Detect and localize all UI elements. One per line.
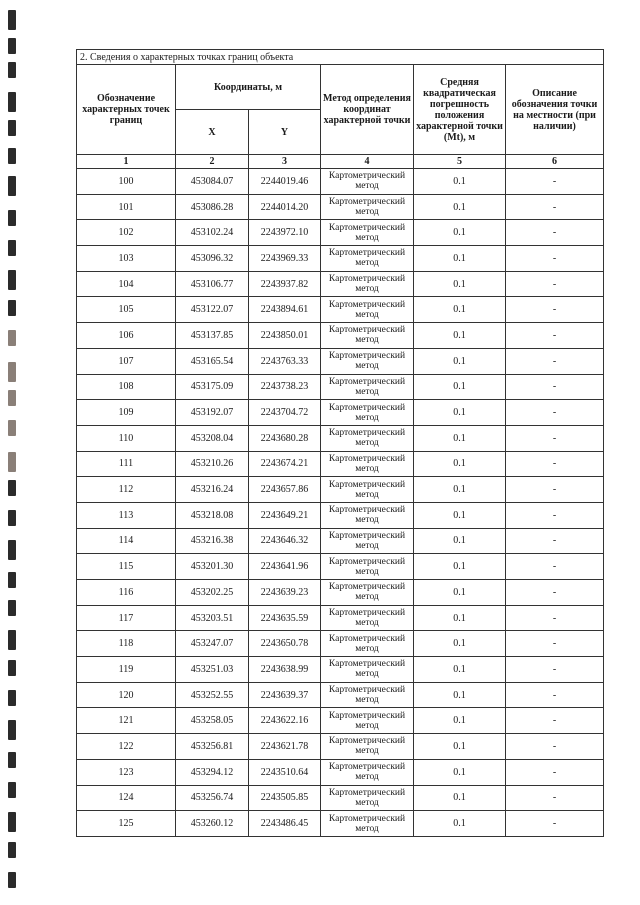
cell-description: -: [506, 477, 604, 503]
table-row: [77, 734, 604, 760]
cell-description: -: [506, 271, 604, 297]
cell-y: 2243639.37: [249, 682, 321, 708]
table-row: [77, 631, 604, 657]
cell-x: 453175.09: [176, 374, 249, 400]
cell-x: 453102.24: [176, 220, 249, 246]
binder-hole: [8, 690, 16, 706]
table-row: [77, 682, 604, 708]
cell-point: 123: [77, 759, 176, 785]
cell-method: Картометрический метод: [321, 580, 414, 606]
binder-hole: [8, 10, 16, 30]
cell-description: -: [506, 220, 604, 246]
cell-y: 2243635.59: [249, 605, 321, 631]
column-number: 4: [321, 155, 414, 169]
cell-point: 108: [77, 374, 176, 400]
caption-row: [77, 50, 604, 65]
cell-error: 0.1: [414, 554, 506, 580]
cell-y: 2243638.99: [249, 657, 321, 683]
cell-y: 2243505.85: [249, 785, 321, 811]
cell-x: 453122.07: [176, 297, 249, 323]
cell-y: 2243937.82: [249, 271, 321, 297]
cell-method: Картометрический метод: [321, 631, 414, 657]
cell-method: Картометрический метод: [321, 759, 414, 785]
cell-y: 2243510.64: [249, 759, 321, 785]
cell-description: -: [506, 708, 604, 734]
binder-hole: [8, 148, 16, 164]
binder-hole: [8, 600, 16, 616]
table-row: [77, 348, 604, 374]
cell-point: 117: [77, 605, 176, 631]
cell-description: -: [506, 400, 604, 426]
cell-method: Картометрический метод: [321, 169, 414, 195]
cell-error: 0.1: [414, 657, 506, 683]
cell-method: Картометрический метод: [321, 554, 414, 580]
cell-y: 2243850.01: [249, 323, 321, 349]
cell-y: 2244014.20: [249, 194, 321, 220]
cell-error: 0.1: [414, 708, 506, 734]
cell-x: 453216.24: [176, 477, 249, 503]
cell-x: 453218.08: [176, 502, 249, 528]
cell-x: 453084.07: [176, 169, 249, 195]
binder-hole: [8, 210, 16, 226]
cell-description: -: [506, 631, 604, 657]
column-number: 6: [506, 155, 604, 169]
header-x: X: [176, 110, 249, 155]
cell-description: -: [506, 811, 604, 837]
cell-method: Картометрический метод: [321, 220, 414, 246]
cell-error: 0.1: [414, 734, 506, 760]
cell-error: 0.1: [414, 477, 506, 503]
cell-error: 0.1: [414, 297, 506, 323]
cell-x: 453137.85: [176, 323, 249, 349]
cell-y: 2243649.21: [249, 502, 321, 528]
cell-x: 453258.05: [176, 708, 249, 734]
table-row: [77, 220, 604, 246]
cell-error: 0.1: [414, 425, 506, 451]
cell-x: 453210.26: [176, 451, 249, 477]
cell-point: 112: [77, 477, 176, 503]
cell-method: Картометрический метод: [321, 323, 414, 349]
cell-y: 2243641.96: [249, 554, 321, 580]
cell-x: 453203.51: [176, 605, 249, 631]
header-coords: Координаты, м: [176, 65, 321, 110]
table-row: [77, 477, 604, 503]
header-row-top: [77, 65, 604, 110]
cell-point: 114: [77, 528, 176, 554]
column-number: 3: [249, 155, 321, 169]
cell-description: -: [506, 194, 604, 220]
table-row: [77, 271, 604, 297]
header-y: Y: [249, 110, 321, 155]
cell-x: 453208.04: [176, 425, 249, 451]
cell-point: 115: [77, 554, 176, 580]
table-row: [77, 657, 604, 683]
cell-error: 0.1: [414, 169, 506, 195]
cell-point: 122: [77, 734, 176, 760]
table-row: [77, 374, 604, 400]
cell-x: 453201.30: [176, 554, 249, 580]
cell-y: 2243680.28: [249, 425, 321, 451]
cell-x: 453247.07: [176, 631, 249, 657]
binder-hole: [8, 872, 16, 888]
table-row: [77, 708, 604, 734]
cell-point: 120: [77, 682, 176, 708]
cell-y: 2243639.23: [249, 580, 321, 606]
boundary-points-table: [76, 49, 604, 837]
cell-y: 2243972.10: [249, 220, 321, 246]
cell-point: 113: [77, 502, 176, 528]
cell-point: 111: [77, 451, 176, 477]
cell-error: 0.1: [414, 811, 506, 837]
cell-point: 103: [77, 246, 176, 272]
cell-error: 0.1: [414, 580, 506, 606]
table-row: [77, 554, 604, 580]
cell-x: 453202.25: [176, 580, 249, 606]
cell-error: 0.1: [414, 271, 506, 297]
table-row: [77, 169, 604, 195]
cell-method: Картометрический метод: [321, 528, 414, 554]
table-row: [77, 785, 604, 811]
binder-hole: [8, 420, 16, 436]
cell-y: 2243738.23: [249, 374, 321, 400]
cell-x: 453294.12: [176, 759, 249, 785]
header-method: Метод определения координат характерной точки: [321, 65, 414, 155]
table-row: [77, 400, 604, 426]
cell-method: Картометрический метод: [321, 605, 414, 631]
cell-x: 453256.74: [176, 785, 249, 811]
cell-method: Картометрический метод: [321, 451, 414, 477]
cell-method: Картометрический метод: [321, 657, 414, 683]
binder-hole: [8, 782, 16, 798]
cell-description: -: [506, 657, 604, 683]
binder-hole: [8, 572, 16, 588]
binder-hole: [8, 660, 16, 676]
cell-x: 453252.55: [176, 682, 249, 708]
cell-error: 0.1: [414, 348, 506, 374]
header-description: Описание обозначения точки на местности (при наличии): [506, 65, 604, 155]
cell-x: 453106.77: [176, 271, 249, 297]
cell-y: 2243894.61: [249, 297, 321, 323]
cell-y: 2243969.33: [249, 246, 321, 272]
cell-point: 119: [77, 657, 176, 683]
cell-description: -: [506, 425, 604, 451]
table-row: [77, 528, 604, 554]
column-number: 1: [77, 155, 176, 169]
cell-method: Картометрический метод: [321, 271, 414, 297]
table-row: [77, 811, 604, 837]
cell-point: 105: [77, 297, 176, 323]
cell-y: 2243650.78: [249, 631, 321, 657]
cell-error: 0.1: [414, 374, 506, 400]
header-error: Средняя квадратическая погрешность положения характерной точки (Mt), м: [414, 65, 506, 155]
cell-method: Картометрический метод: [321, 297, 414, 323]
cell-point: 104: [77, 271, 176, 297]
binder-hole: [8, 62, 16, 78]
cell-y: 2243657.86: [249, 477, 321, 503]
cell-y: 2243486.45: [249, 811, 321, 837]
binder-hole: [8, 452, 16, 472]
cell-y: 2243621.78: [249, 734, 321, 760]
column-number-row: [77, 155, 604, 169]
cell-error: 0.1: [414, 605, 506, 631]
cell-x: 453216.38: [176, 528, 249, 554]
binder-hole: [8, 176, 16, 196]
cell-method: Картометрический метод: [321, 734, 414, 760]
cell-y: 2243704.72: [249, 400, 321, 426]
cell-error: 0.1: [414, 246, 506, 272]
cell-point: 124: [77, 785, 176, 811]
binder-hole: [8, 480, 16, 496]
cell-error: 0.1: [414, 220, 506, 246]
cell-description: -: [506, 451, 604, 477]
table-row: [77, 580, 604, 606]
cell-x: 453096.32: [176, 246, 249, 272]
cell-x: 453086.28: [176, 194, 249, 220]
cell-description: -: [506, 580, 604, 606]
cell-error: 0.1: [414, 785, 506, 811]
cell-point: 100: [77, 169, 176, 195]
table-row: [77, 246, 604, 272]
cell-error: 0.1: [414, 682, 506, 708]
cell-description: -: [506, 246, 604, 272]
table-row: [77, 759, 604, 785]
cell-method: Картометрический метод: [321, 708, 414, 734]
cell-description: -: [506, 734, 604, 760]
cell-error: 0.1: [414, 502, 506, 528]
cell-method: Картометрический метод: [321, 477, 414, 503]
cell-y: 2244019.46: [249, 169, 321, 195]
cell-point: 106: [77, 323, 176, 349]
cell-description: -: [506, 297, 604, 323]
table-row: [77, 502, 604, 528]
binder-hole: [8, 270, 16, 290]
cell-method: Картометрический метод: [321, 348, 414, 374]
table-row: [77, 323, 604, 349]
cell-point: 107: [77, 348, 176, 374]
cell-error: 0.1: [414, 631, 506, 657]
cell-description: -: [506, 759, 604, 785]
cell-description: -: [506, 323, 604, 349]
binder-hole: [8, 92, 16, 112]
binder-hole: [8, 842, 16, 858]
table-row: [77, 425, 604, 451]
cell-point: 109: [77, 400, 176, 426]
cell-method: Картометрический метод: [321, 425, 414, 451]
cell-error: 0.1: [414, 194, 506, 220]
cell-method: Картометрический метод: [321, 502, 414, 528]
cell-description: -: [506, 682, 604, 708]
column-number: 5: [414, 155, 506, 169]
cell-method: Картометрический метод: [321, 785, 414, 811]
cell-error: 0.1: [414, 759, 506, 785]
cell-error: 0.1: [414, 451, 506, 477]
cell-description: -: [506, 605, 604, 631]
binder-hole: [8, 390, 16, 406]
cell-error: 0.1: [414, 400, 506, 426]
cell-point: 101: [77, 194, 176, 220]
cell-description: -: [506, 554, 604, 580]
binder-hole: [8, 720, 16, 740]
cell-x: 453192.07: [176, 400, 249, 426]
cell-description: -: [506, 374, 604, 400]
binder-hole: [8, 38, 16, 54]
cell-description: -: [506, 169, 604, 195]
cell-x: 453165.54: [176, 348, 249, 374]
cell-y: 2243763.33: [249, 348, 321, 374]
cell-x: 453251.03: [176, 657, 249, 683]
cell-point: 121: [77, 708, 176, 734]
cell-error: 0.1: [414, 323, 506, 349]
cell-x: 453260.12: [176, 811, 249, 837]
binder-hole: [8, 752, 16, 768]
binder-hole: [8, 362, 16, 382]
binder-hole: [8, 540, 16, 560]
binder-hole: [8, 510, 16, 526]
cell-method: Картометрический метод: [321, 374, 414, 400]
cell-point: 116: [77, 580, 176, 606]
cell-error: 0.1: [414, 528, 506, 554]
cell-point: 110: [77, 425, 176, 451]
binder-holes: [8, 0, 22, 905]
cell-description: -: [506, 348, 604, 374]
cell-point: 118: [77, 631, 176, 657]
cell-method: Картометрический метод: [321, 194, 414, 220]
table-row: [77, 451, 604, 477]
cell-point: 102: [77, 220, 176, 246]
binder-hole: [8, 812, 16, 832]
binder-hole: [8, 240, 16, 256]
header-point: Обозначение характерных точек границ: [77, 65, 176, 155]
cell-description: -: [506, 528, 604, 554]
cell-description: -: [506, 502, 604, 528]
cell-y: 2243646.32: [249, 528, 321, 554]
cell-y: 2243674.21: [249, 451, 321, 477]
cell-method: Картометрический метод: [321, 811, 414, 837]
cell-method: Картометрический метод: [321, 400, 414, 426]
binder-hole: [8, 330, 16, 346]
binder-hole: [8, 630, 16, 650]
table-row: [77, 194, 604, 220]
binder-hole: [8, 120, 16, 136]
table-row: [77, 605, 604, 631]
cell-description: -: [506, 785, 604, 811]
column-number: 2: [176, 155, 249, 169]
cell-method: Картометрический метод: [321, 682, 414, 708]
cell-x: 453256.81: [176, 734, 249, 760]
table-caption: 2. Сведения о характерных точках границ объекта: [77, 50, 604, 65]
cell-y: 2243622.16: [249, 708, 321, 734]
binder-hole: [8, 300, 16, 316]
table-row: [77, 297, 604, 323]
cell-method: Картометрический метод: [321, 246, 414, 272]
cell-point: 125: [77, 811, 176, 837]
